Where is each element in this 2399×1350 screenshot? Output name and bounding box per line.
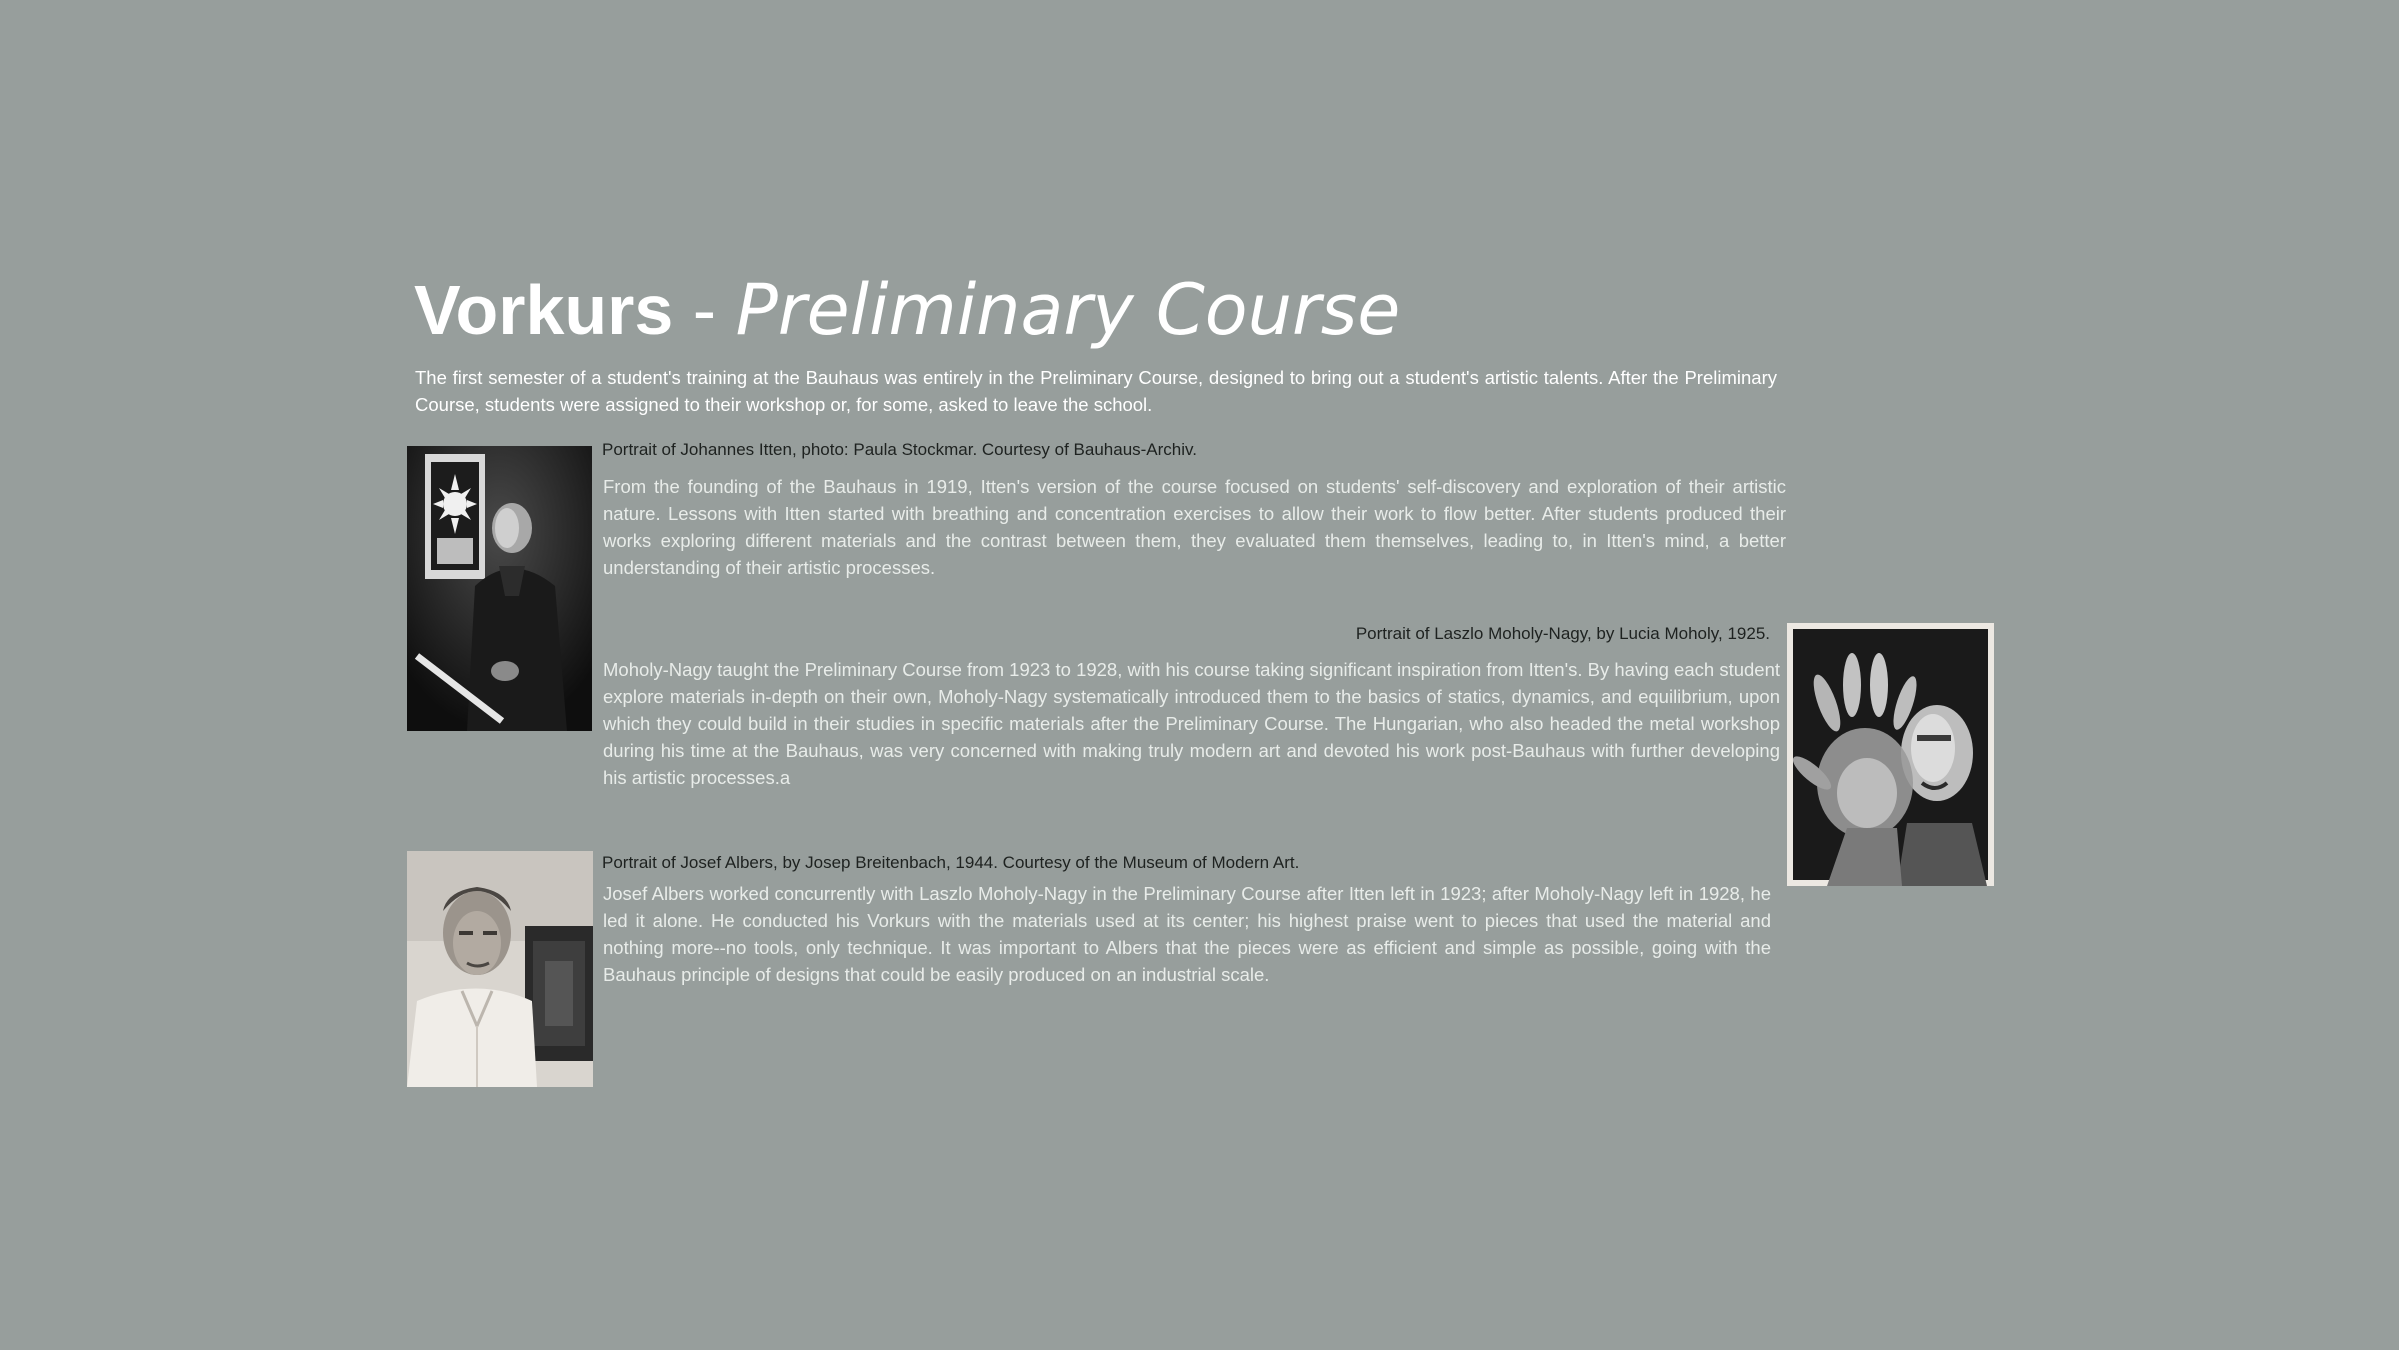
albers-paragraph: Josef Albers worked concurrently with Laszlo Moholy-Nagy in the Preliminary Course after Itten left in 1923; after Moholy-Nagy left in 1928, he led it alone. He conducted his Vorkurs with the materials used at its center; his highest praise went to pieces that used the material and nothing more--no tools, only technique. It was important to Albers that the pieces were as efficient and simple as possible, going with the Bauhaus principle of designs that could be easily produced on an industrial scale. — [603, 883, 1771, 985]
itten-portrait-image — [407, 446, 592, 731]
title-separator: - — [673, 271, 736, 349]
albers-portrait-image — [407, 851, 593, 1087]
itten-paragraph: From the founding of the Bauhaus in 1919, Itten's version of the course focused on students' self-discovery and exploration of their artistic nature. Lessons with Itten started with breathing and concentration exercises to allow their work to flow better. After students produced their works exploring different materials and the contrast between them, they evaluated them themselves, leading to, in Itten's mind, a better understanding of their artistic processes. — [603, 476, 1786, 578]
itten-caption: Portrait of Johannes Itten, photo: Paula Stockmar. Courtesy of Bauhaus-Archiv. — [602, 440, 1197, 459]
moholy-nagy-paragraph: Moholy-Nagy taught the Preliminary Course from 1923 to 1928, with his course taking significant inspiration from Itten's. By having each student explore materials in-depth on their own, Moholy-Nagy systematically introduced them to the basics of statics, dynamics, and equilibrium, upon which they could build in their studies in specific materials after the Preliminary Course. The Hungarian, who also headed the metal workshop during his time at the Bauhaus, was very concerned with making truly modern art and devoted his work post-Bauhaus with further developing his artistic processes.a — [603, 659, 1780, 788]
title-subtitle: Preliminary Course — [735, 269, 1401, 351]
page-title — [414, 262, 1400, 358]
title-main: Vorkurs — [414, 271, 674, 349]
moholy-nagy-caption: Portrait of Laszlo Moholy-Nagy, by Lucia Moholy, 1925. — [1355, 624, 1770, 643]
intro-paragraph: The first semester of a student's training at the Bauhaus was entirely in the Preliminary Course, designed to bring out a student's artistic talents. After the Preliminary Course, students were assigned to their workshop or, for some, asked to leave the school. — [415, 367, 1777, 415]
moholy-nagy-portrait-image — [1787, 623, 1994, 886]
albers-caption: Portrait of Josef Albers, by Josep Breitenbach, 1944. Courtesy of the Museum of Modern Art. — [602, 853, 1300, 872]
